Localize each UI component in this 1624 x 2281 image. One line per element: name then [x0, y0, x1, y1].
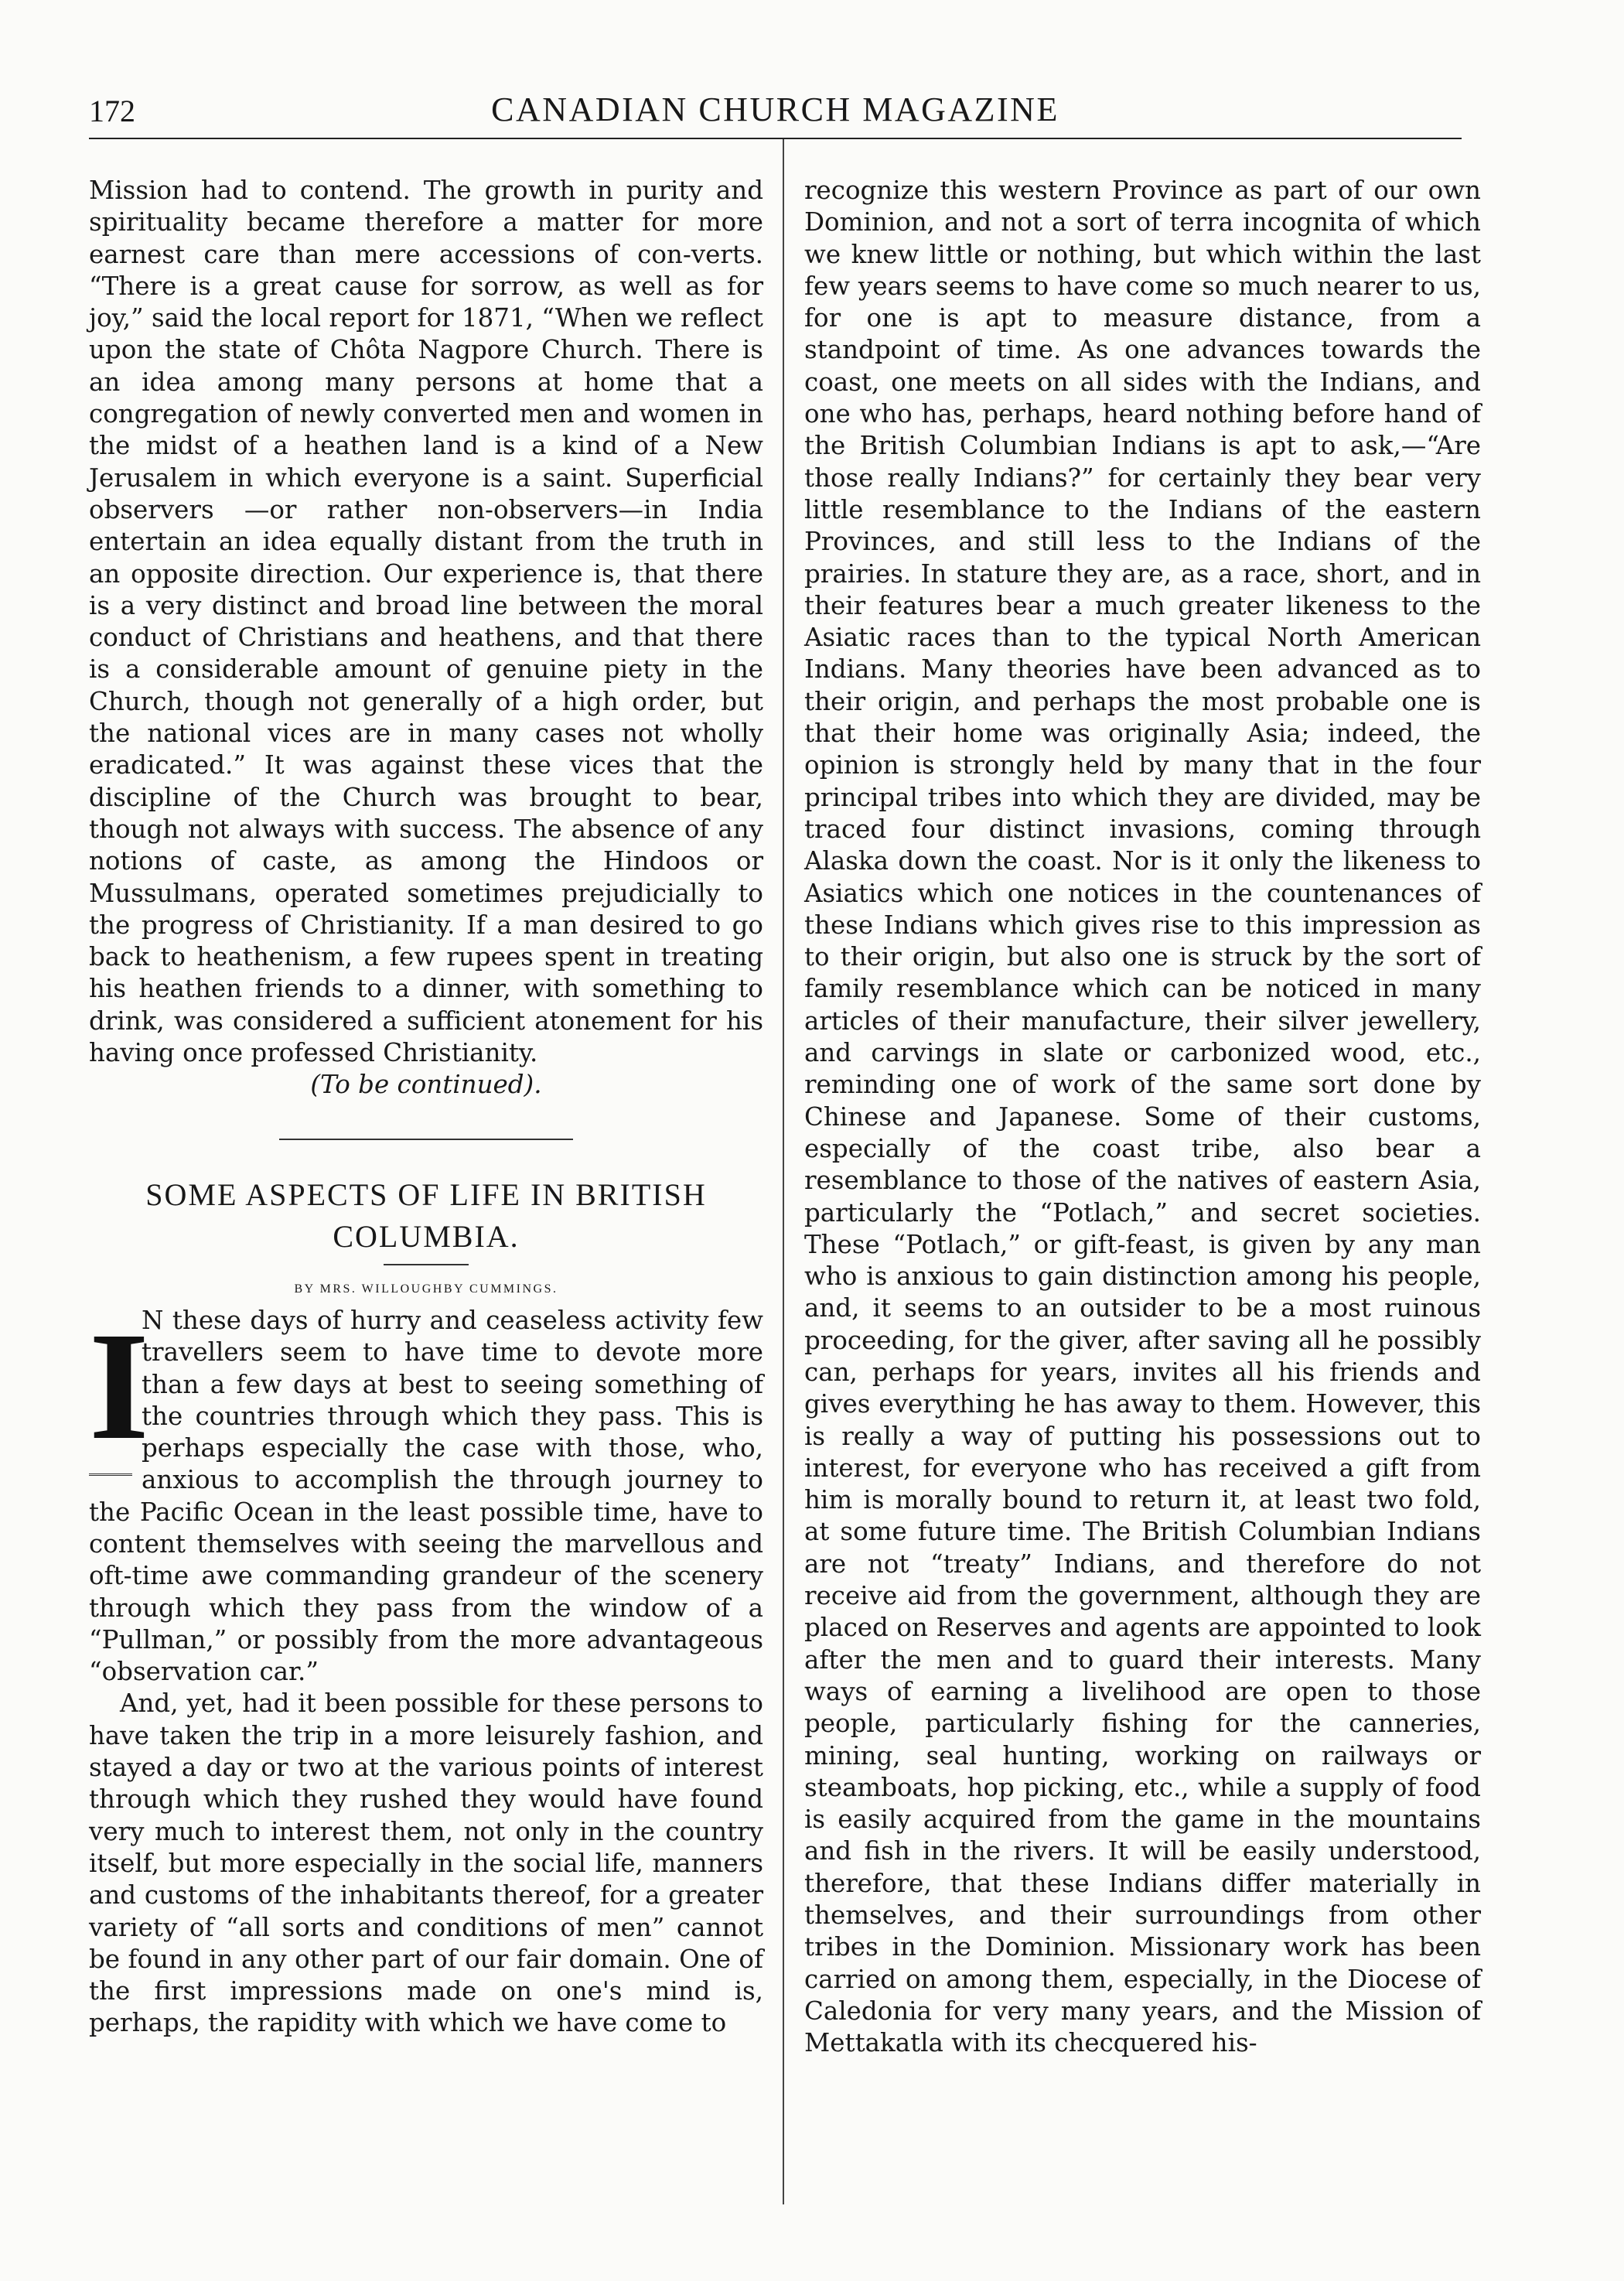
magazine-title: CANADIAN CHURCH MAGAZINE — [491, 90, 1059, 128]
column-divider — [783, 139, 784, 2204]
continued-note: (To be continued). — [310, 1070, 542, 1100]
title-rule — [384, 1264, 469, 1265]
article-title: SOME ASPECTS OF LIFE IN BRITISH COLUMBIA. — [145, 1176, 707, 1254]
header-rule — [89, 138, 1462, 139]
first-paragraph — [89, 1300, 763, 1689]
section-rule — [279, 1139, 573, 1140]
first-paragraph-text: N these days of hurry and ceaseless activity few travellers seem to have time to devote more than a few days at best to seeing something of the countries through which they pass. This is perhaps especially the case with those, who, anxious to accomplish the through journey to the Pacific Ocean in the least possible time, have to content themselves with seeing the marvellous and oft-time awe commanding grandeur of the scenery through which they pass from the window of a “Pullman,” or possibly from the more advantageous “observation car.” — [89, 1305, 763, 1687]
right-paragraph: recognize this western Province as part of our own Dominion, and not a sort of terra incognita of which we knew little or nothing, but which within the last few years seems to have come so much nearer to us, for one is apt to measure distance, from a standpoint of time. As one advances towards the coast, one meets on all sides with the Indians, and one who has, perhaps, heard nothing before hand of the British Columbian Indians is apt to ask,—“Are those really Indians?” for certainly they bear very little resemblance to the Indians of the eastern Provinces, and still less to the Indians of the prairies. In stature they are, as a race, short, and in their features bear a much greater likeness to the Asiatic races than to the typical North American Indians. Many theories have been advanced as to their origin, and perhaps the most probable one is that their home was originally Asia; indeed, the opinion is strongly held by many that in the four principal tribes into which they are divided, may be traced four distinct invasions, coming through Alaska down the coast. Nor is it only the likeness to Asiatics which one notices in the countenances of these Indians which gives rise to this impression as to their origin, but also one is struck by the sort of family resemblance which can be noticed in many articles of their manufacture, their silver jewellery, and carvings in slate or carbonized wood, etc., reminding one of work of the same sort done by Chinese and Japanese. Some of their customs, especially of the coast tribe, also bear a resemblance to those of the natives of eastern Asia, particularly the “Potlach,” and secret societies. These “Potlach,” or gift-feast, is given by any man who is anxious to gain distinction among his people, and, it seems to an outsider to be a most ruinous proceeding, for the giver, after saving all he possibly can, perhaps for years, invites all his friends and gives everything he has away to them. However, this is really a way of putting his possessions out to interest, for everyone who has received a gift from him is morally bound to return it, at least two fold, at some future time. The British Columbian Indians are not “treaty” Indians, and therefore do not receive aid from the government, although they are placed on Reserves and agents are appointed to look after the men and to guard their interests. Many ways of earning a livelihood are open to those people, particularly fishing for the canneries, mining, seal hunting, working on railways or steamboats, hop picking, etc., while a supply of food is easily acquired from the game in the mountains and fish in the rivers. It will be easily understood, therefore, that these Indians differ materially in themselves, and their surroundings from other tribes in the Dominion. Missionary work has been carried on among them, especially, in the Diocese of Caledonia for very many years, and the Mission of Mettakatla with its checquered his- — [804, 176, 1481, 2058]
byline: BY MRS. WILLOUGHBY CUMMINGS. — [294, 1282, 558, 1296]
left-column — [89, 175, 763, 2040]
page-header — [89, 87, 1462, 138]
continuation-paragraph: Mission had to contend. The growth in purity and spirituality became therefore a matter for more earnest care than mere accessions of con-verts. “There is a great cause for sorrow, as well as for joy,” said the local report for 1871, “When we reflect upon the state of Chôta Nagpore Church. There is an idea among many persons at home that a congregation of newly converted men and women in the midst of a heathen land is a kind of a New Jerusalem in which everyone is a saint. Superficial observers —or rather non-observers—in India entertain an idea equally distant from the truth in an opposite direction. Our experience is, that there is a very distinct and broad line between the moral conduct of Christians and heathens, and that there is a considerable amount of genuine piety in the Church, though not generally of a high order, but the national vices are in many cases not wholly eradicated.” It was against these vices that the discipline of the Church was brought to bear, though not always with success. The absence of any notions of caste, as among the Hindoos or Mussulmans, operated sometimes prejudicially to the progress of Christianity. If a man desired to go back to heathenism, a few rupees spent in treating his heathen friends to a dinner, with something to drink, was considered a sufficient atonement for his having once professed Christianity. — [89, 176, 763, 1068]
page-number: 172 — [89, 94, 135, 128]
right-column — [804, 175, 1481, 2060]
second-paragraph: And, yet, had it been possible for these persons to have taken the trip in a more leisurely fashion, and stayed a day or two at the various points of interest through which they rushed they would have found very much to interest them, not only in the country itself, but more especially in the social life, manners and customs of the inhabitants thereof, for a greater variety of “all sorts and conditions of men” cannot be found in any other part of our fair domain. One of the first impressions made on one's mind is, perhaps, the rapidity with which we have come to — [89, 1689, 763, 2038]
drop-cap: I — [89, 1310, 132, 1476]
